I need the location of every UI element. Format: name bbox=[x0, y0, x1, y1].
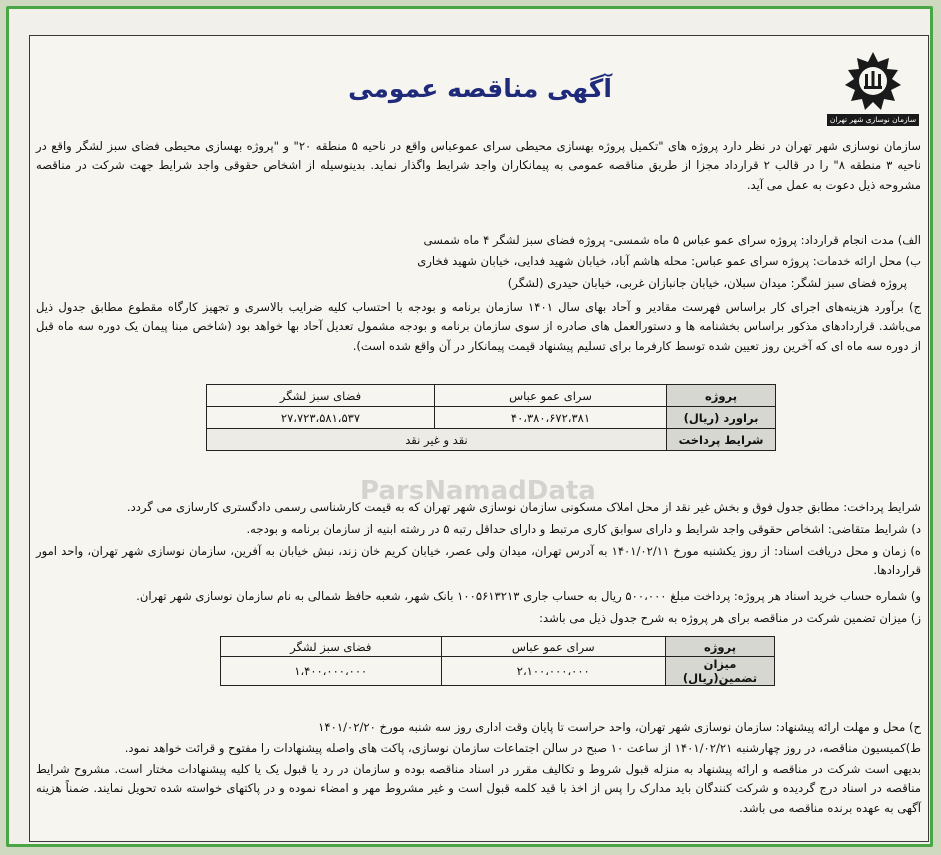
payment-terms: شرایط پرداخت: مطابق جدول فوق و بخش غیر نقد از محل املاک مسکونی سازمان نوسازی شهر تهران که به قیمت کارشناسی رسمی دادگستری کارسازی می گردد. bbox=[126, 500, 921, 514]
section-z: ز) میزان تضمین شرکت در مناقصه برای هر پروژه به شرح جدول ذیل می باشد: bbox=[539, 611, 921, 625]
table-header-project: پروژه bbox=[667, 385, 776, 407]
table-cell-col1: سرای عمو عباس bbox=[434, 385, 666, 407]
watermark: ParsNamadData bbox=[360, 476, 596, 506]
table-header-payment: شرایط پرداخت bbox=[667, 429, 776, 451]
tehran-logo-icon bbox=[842, 50, 904, 112]
notice-frame bbox=[6, 6, 933, 847]
section-c: ج) برآورد هزینه‌های اجرای کار براساس فهرست مقادیر و آحاد بهای سال ۱۴۰۱ سازمان برنامه و بودجه با احتساب کلیه ضرایب بالاسری و تجهیز کارگاه مقطوع مطابق جدول ذیل می‌باشد. قراردادهای مذکور براساس بخشنامه ها و دستورالعمل های صادره از سوی سازمان برنامه و بودجه مشمول تعدیل آحاد بها خواهد بود (شاخص مبنا پیمان یک دوره سه ماه قبل از دوره سه ماه ای که آخرین روز تعیین شده توسط کارفرما برای تسلیم پیشنهاد قیمت پیمانکار در آن واقع شده است). bbox=[36, 300, 921, 353]
section-t: ط)کمیسیون مناقصه، در روز چهارشنبه ۱۴۰۱/۰۲/۲۱ از ساعت ۱۰ صبح در سالن اجتماعات سازمان نوسازی، پاکت های واصله پیشنهادات را مفتوح و قرائت خواهد نمود. bbox=[124, 741, 921, 755]
section-e: ه) زمان و محل دریافت اسناد: از روز یکشنبه مورخ ۱۴۰۱/۰۲/۱۱ به آدرس تهران، میدان ولی عصر، خیابان کریم خان زند، نبش خیابان به آفرین، سازمان نوسازی شهر تهران، واحد امور قراردادها. bbox=[36, 544, 921, 578]
table-row bbox=[221, 657, 775, 686]
table-cell-payment: نقد و غیر نقد bbox=[207, 429, 667, 451]
org-logo bbox=[827, 50, 919, 126]
intro-paragraph: سازمان نوسازی شهر تهران در نظر دارد پروژه های "تکمیل پروژه بهسازی محیطی سرای عموعباس واقع در ناحیه ۵ منطقه ۲۰" و "پروژه بهسازی محیطی فضای سبز لشگر واقع در ناحیه ۳ منطقه ۸" را در قالب ۲ قرارداد مجزا از طریق مناقصه عمومی به پیمانکاران واجد شرایط واگذار نماید. بدینوسیله از اشخاص حقوقی واجد شرایط جهت شرکت در مناقصه مشروحه ذیل دعوت به عمل می آید. bbox=[36, 139, 921, 192]
section-a: الف) مدت انجام قرارداد: پروژه سرای عمو عباس ۵ ماه شمسی- پروژه فضای سبز لشگر ۴ ماه شمسی bbox=[423, 233, 921, 247]
table-cell-guarantee2: ۱،۴۰۰،۰۰۰،۰۰۰ bbox=[221, 657, 442, 686]
table-row bbox=[207, 429, 776, 451]
section-h: ح) محل و مهلت ارائه پیشنهاد: سازمان نوسازی شهر تهران، واحد حراست تا پایان وقت اداری روز سه شنبه مورخ ۱۴۰۱/۰۲/۲۰ bbox=[318, 720, 921, 734]
closing-paragraph: بدیهی است شرکت در مناقصه و ارائه پیشنهاد به منزله قبول شروط و تکالیف مقرر در اسناد مناقصه بوده و سازمان در رد یا قبول یک یا کلیه پیشنهادات مختار است. مشروح شرایط مناقصه در اسناد درج گردیده و شرکت کنندگان باید مدارک را پس از اخذ با قید کلمه قبول است و غیر مشروط مهر و امضاء نموده و در پاکتهای خواسته شده تحویل نمایند. ضمناً هزینه آگهی به عهده برنده مناقصه می باشد. bbox=[36, 762, 921, 815]
table-cell-guarantee1: ۲،۱۰۰،۰۰۰،۰۰۰ bbox=[441, 657, 665, 686]
table-cell-col1: سرای عمو عباس bbox=[441, 637, 665, 657]
section-b-line1: ب) محل ارائه خدمات: پروژه سرای عمو عباس: محله هاشم آباد، خیابان شهید فدایی، خیابان شهید فخاری bbox=[417, 254, 921, 268]
table-header-guarantee: میزان تضمین(ریال) bbox=[666, 657, 775, 686]
org-logo-label: سازمان نوسازی شهر تهران bbox=[827, 114, 919, 126]
table-cell-col2: فضای سبز لشگر bbox=[207, 385, 435, 407]
table-cell-estimate2: ۲۷،۷۲۳،۵۸۱،۵۳۷ bbox=[207, 407, 435, 429]
table-row bbox=[207, 385, 776, 407]
table-cell-estimate1: ۴۰،۳۸۰،۶۷۲،۳۸۱ bbox=[434, 407, 666, 429]
table-cell-col2: فضای سبز لشگر bbox=[221, 637, 442, 657]
section-d: د) شرایط متقاضی: اشخاص حقوقی واجد شرایط و دارای سوابق کاری مرتبط و دارای حداقل رتبه ۵ در رشته ابنیه از سازمان برنامه و بودجه. bbox=[246, 522, 921, 536]
section-v: و) شماره حساب خرید اسناد هر پروژه: پرداخت مبلغ ۵۰۰،۰۰۰ ریال به حساب جاری ۱۰۰۵۶۱۳۲۱۳ بانک شهر، شعبه حافظ شمالی به نام سازمان نوسازی شهر تهران. bbox=[136, 589, 921, 603]
section-b-line2: پروژه فضای سبز لشگر: میدان سبلان، خیابان جانبازان غربی، خیابان حیدری (لشگر) bbox=[507, 276, 907, 290]
notice-border bbox=[29, 35, 929, 842]
table-header-project: پروژه bbox=[666, 637, 775, 657]
table-row bbox=[207, 407, 776, 429]
estimate-table bbox=[206, 384, 776, 451]
page-title: آگهی مناقصه عمومی bbox=[348, 74, 612, 103]
table-header-estimate: براورد (ریال) bbox=[667, 407, 776, 429]
guarantee-table bbox=[220, 636, 775, 686]
table-row bbox=[221, 637, 775, 657]
